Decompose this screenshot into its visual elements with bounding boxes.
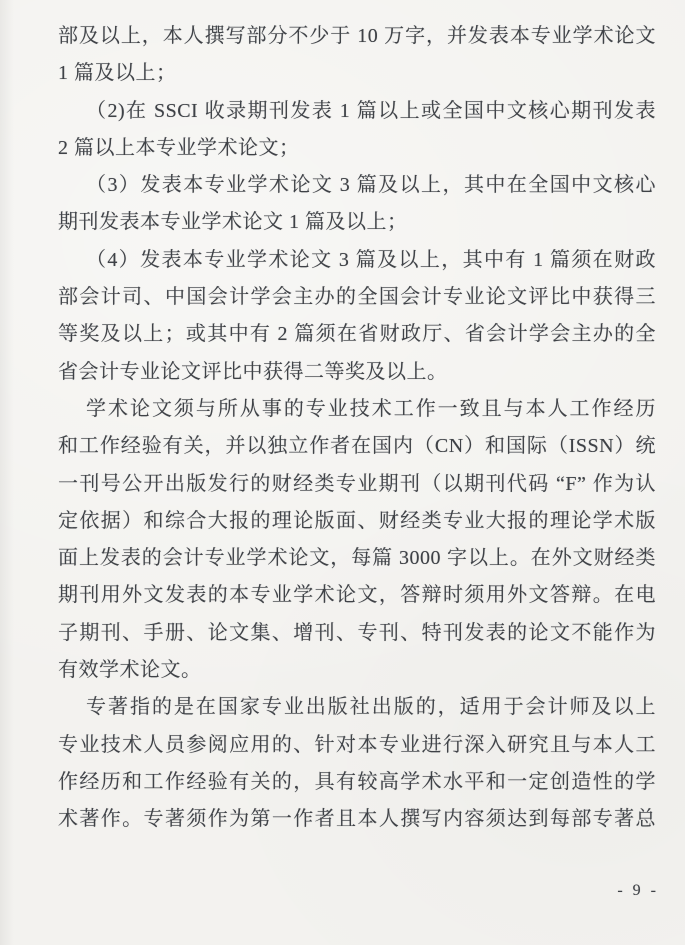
text-line: 子期刊、手册、论文集、增刊、专刊、特刊发表的论文不能作为 <box>58 621 656 644</box>
document-text-block <box>58 18 656 839</box>
text-line: 专著指的是在国家专业出版社出版的，适用于会计师及以上 <box>86 696 656 719</box>
text-line: 期刊发表本专业学术论文 1 篇及以上； <box>58 211 408 234</box>
text-line: （4）发表本专业学术论文 3 篇及以上，其中有 1 篇须在财政 <box>86 248 656 271</box>
page-number: - 9 - <box>617 882 659 899</box>
text-line: 有效学术论文。 <box>58 659 202 682</box>
text-line: 学术论文须与所从事的专业技术工作一致且与本人工作经历 <box>86 397 656 420</box>
text-line: 1 篇及以上； <box>58 62 177 85</box>
text-line: 定依据）和综合大报的理论版面、财经类专业大报的理论学术版 <box>58 509 656 532</box>
text-line: 部会计司、中国会计学会主办的全国会计专业论文评比中获得三 <box>58 286 656 309</box>
text-line: 专业技术人员参阅应用的、针对本专业进行深入研究且与本人工 <box>58 733 656 756</box>
text-line: 一刊号公开出版发行的财经类专业期刊（以期刊代码 “F” 作为认 <box>58 472 656 495</box>
text-line: 2 篇以上本专业学术论文； <box>58 136 300 159</box>
text-line: 省会计专业论文评比中获得二等奖及以上。 <box>58 360 448 383</box>
text-line: 部及以上，本人撰写部分不少于 10 万字，并发表本专业学术论文 <box>58 25 656 47</box>
text-line: 作经历和工作经验有关的，具有较高学术水平和一定创造性的学 <box>58 770 656 793</box>
text-line: （2)在 SSCI 收录期刊发表 1 篇以上或全国中文核心期刊发表 <box>86 99 656 122</box>
text-line: 和工作经验有关，并以独立作者在国内（CN）和国际（ISSN）统 <box>58 435 656 458</box>
text-line: （3）发表本专业学术论文 3 篇及以上，其中在全国中文核心 <box>86 174 656 197</box>
text-line: 期刊用外文发表的本专业学术论文，答辩时须用外文答辩。在电 <box>58 584 656 607</box>
text-line: 面上发表的会计专业学术论文，每篇 3000 字以上。在外文财经类 <box>58 547 656 570</box>
text-line: 等奖及以上；或其中有 2 篇须在省财政厅、省会计学会主办的全 <box>58 323 656 346</box>
text-line: 术著作。专著须作为第一作者且本人撰写内容须达到每部专著总 <box>58 808 656 831</box>
